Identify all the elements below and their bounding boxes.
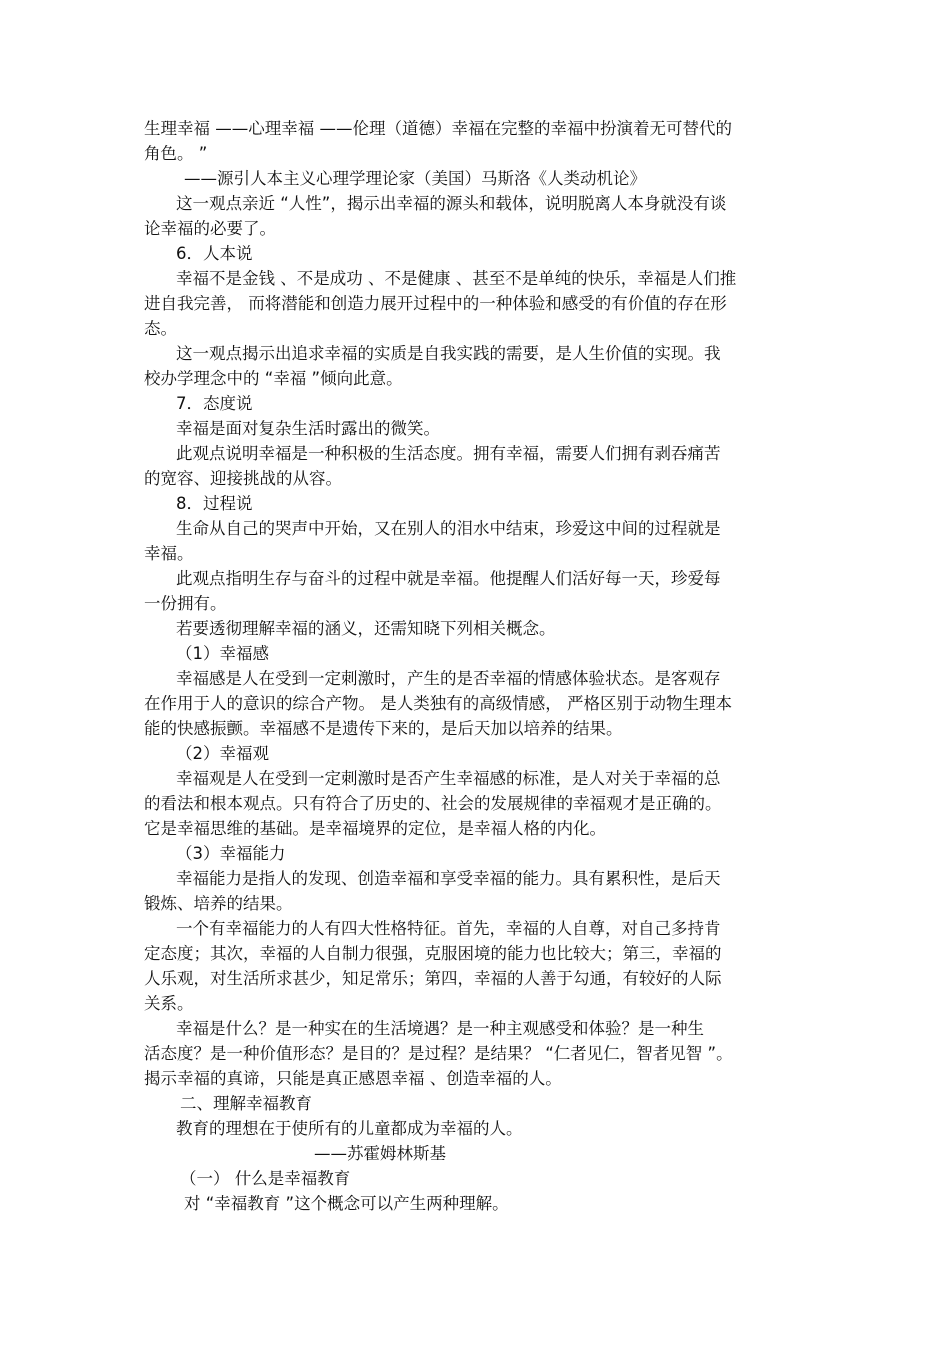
text-line: 一个有幸福能力的人有四大性格特征。首先，幸福的人自尊，对自己多持肯 xyxy=(176,919,721,938)
text-line: 幸福能力是指人的发现、创造幸福和享受幸福的能力。具有累积性，是后天 xyxy=(176,869,721,888)
text-line: 幸福是什么？是一种实在的生活境遇？是一种主观感受和体验？是一种生 xyxy=(176,1019,704,1038)
text-line: 幸福是面对复杂生活时露出的微笑。 xyxy=(176,419,440,438)
text-line: 幸福观是人在受到一定刺激时是否产生幸福感的标准，是人对关于幸福的总 xyxy=(176,769,721,788)
text-line: 的看法和根本观点。只有符合了历史的、社会的发展规律的幸福观才是正确的。 xyxy=(144,794,722,813)
text-line: 校办学理念中的 “幸福 ”倾向此意。 xyxy=(144,369,403,388)
text-line: 生命从自己的哭声中开始，又在别人的泪水中结束，珍爱这中间的过程就是 xyxy=(176,519,721,538)
text-line: 此观点指明生存与奋斗的过程中就是幸福。他提醒人们活好每一天，珍爱每 xyxy=(176,569,721,588)
text-line: 定态度；其次，幸福的人自制力很强，克服困境的能力也比较大；第三，幸福的 xyxy=(144,944,722,963)
text-line: 这一观点揭示出追求幸福的实质是自我实践的需要，是人生价值的实现。我 xyxy=(176,344,721,363)
text-line: 能的快感振颤。幸福感不是遗传下来的，是后天加以培养的结果。 xyxy=(144,719,623,738)
text-line: 此观点说明幸福是一种积极的生活态度。拥有幸福，需要人们拥有剥吞痛苦 xyxy=(176,444,721,463)
subsection-heading: （一） 什么是幸福教育 xyxy=(180,1169,351,1188)
text-line: 若要透彻理解幸福的涵义，还需知晓下列相关概念。 xyxy=(176,619,556,638)
section-heading: 8．过程说 xyxy=(176,494,253,513)
text-line: 人乐观，对生活所求甚少，知足常乐；第四，幸福的人善于勾通，有较好的人际 xyxy=(144,969,722,988)
section-heading: 二、理解幸福教育 xyxy=(180,1094,312,1113)
section-heading: 7．态度说 xyxy=(176,394,253,413)
quote-source: ——源引人本主义心理学理论家（美国）马斯洛《人类动机论》 xyxy=(184,169,646,188)
text-line: 关系。 xyxy=(144,994,194,1013)
text-line: 论幸福的必要了。 xyxy=(144,219,276,238)
text-line: 幸福。 xyxy=(144,544,194,563)
text-line: 进自我完善， 而将潜能和创造力展开过程中的一种体验和感受的有价值的存在形 xyxy=(144,294,727,313)
text-line: 幸福感是人在受到一定刺激时，产生的是否幸福的情感体验状态。是客观存 xyxy=(176,669,721,688)
text-line: 幸福不是金钱 、不是成功 、不是健康 、甚至不是单纯的快乐，幸福是人们推 xyxy=(176,269,737,288)
text-line: 揭示幸福的真谛，只能是真正感恩幸福 、创造幸福的人。 xyxy=(144,1069,562,1088)
text-line: 对 “幸福教育 ”这个概念可以产生两种理解。 xyxy=(184,1194,509,1213)
text-line: 锻炼、培养的结果。 xyxy=(144,894,293,913)
text-line: 角色。 ” xyxy=(144,144,208,163)
text-line: 的宽容、迎接挑战的从容。 xyxy=(144,469,342,488)
quote-source: ——苏霍姆林斯基 xyxy=(314,1144,446,1163)
text-line: 活态度？是一种价值形态？是目的？是过程？是结果？ “仁者见仁，智者见智 ”。 xyxy=(144,1044,733,1063)
text-line: 教育的理想在于使所有的儿童都成为幸福的人。 xyxy=(176,1119,523,1138)
subsection-heading: （2）幸福观 xyxy=(176,744,269,763)
subsection-heading: （1）幸福感 xyxy=(176,644,269,663)
text-line: 生理幸福 ——心理幸福 ——伦理（道德）幸福在完整的幸福中扮演着无可替代的 xyxy=(144,119,732,138)
section-heading: 6．人本说 xyxy=(176,244,253,263)
text-line: 它是幸福思维的基础。是幸福境界的定位，是幸福人格的内化。 xyxy=(144,819,606,838)
text-line: 在作用于人的意识的综合产物。 是人类独有的高级情感， 严格区别于动物生理本 xyxy=(144,694,732,713)
subsection-heading: （3）幸福能力 xyxy=(176,844,286,863)
text-line: 一份拥有。 xyxy=(144,594,227,613)
text-line: 态。 xyxy=(144,319,177,338)
text-line: 这一观点亲近 “人性”，揭示出幸福的源头和载体，说明脱离人本身就没有谈 xyxy=(176,194,727,213)
